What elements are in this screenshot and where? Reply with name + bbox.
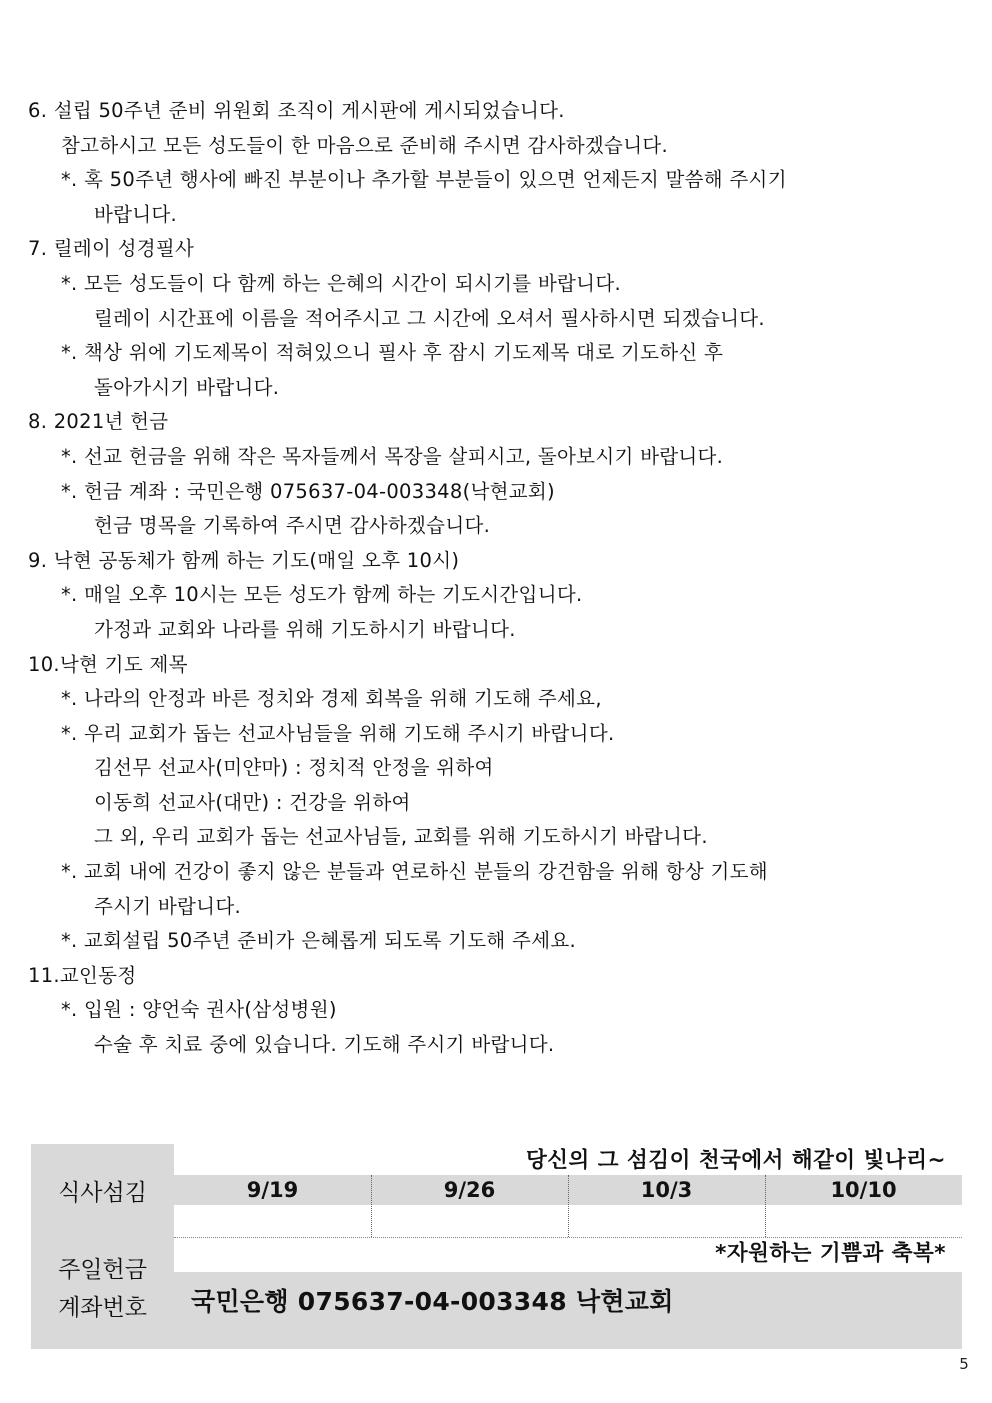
server-cell <box>174 1205 371 1237</box>
column-divider <box>568 1175 569 1237</box>
notice-heading: 11.교인동정 <box>28 963 137 987</box>
date-cell: 9/26 <box>443 1178 496 1202</box>
notice-line: 그 외, 우리 교회가 돕는 선교사님들, 교회를 위해 기도하시기 바랍니다. <box>94 825 708 849</box>
service-motto: 당신의 그 섬김이 천국에서 해같이 빛나리~ <box>174 1144 962 1175</box>
page-number: 5 <box>959 1355 969 1373</box>
meal-service-label: 식사섬김 <box>31 1144 174 1237</box>
notice-heading: 6. 설립 50주년 준비 위원회 조직이 게시판에 게시되었습니다. <box>28 99 565 122</box>
date-cell: 9/19 <box>246 1178 299 1202</box>
notice-heading: 8. 2021년 헌금 <box>28 410 169 434</box>
notice-line: *. 교회 내에 건강이 좋지 않은 분들과 연로하신 분들의 강건함을 위해 항상 기도해 <box>61 860 768 884</box>
notice-heading: 9. 낙현 공동체가 함께 하는 기도(매일 오후 10시) <box>28 548 460 572</box>
server-cell <box>568 1205 765 1237</box>
notice-line: *. 혹 50주년 행사에 빠진 부분이나 추가할 부분들이 있으면 언제든지 말씀해 주시기 <box>61 168 787 192</box>
date-cell: 10/3 <box>640 1178 693 1202</box>
notice-line: 김선무 선교사(미얀마) : 정치적 안정을 위하여 <box>94 756 494 780</box>
server-cell <box>765 1205 962 1237</box>
notice-line: 주시기 바랍니다. <box>94 894 241 918</box>
offering-account: 국민은행 075637-04-003348 낙현교회 <box>174 1272 962 1349</box>
notice-heading: 10.낙현 기도 제목 <box>28 652 188 676</box>
notice-line: *. 입원 : 양언숙 권사(삼성병원) <box>61 998 337 1022</box>
notice-line: *. 책상 위에 기도제목이 적혀있으니 필사 후 잠시 기도제목 대로 기도하신 후 <box>61 341 724 365</box>
notice-line: 릴레이 시간표에 이름을 적어주시고 그 시간에 오셔서 필사하시면 되겠습니다. <box>94 306 765 330</box>
notice-line: *. 선교 헌금을 위해 작은 목자들께서 목장을 살피시고, 돌아보시기 바랍니다. <box>61 444 724 468</box>
notice-line: *. 모든 성도들이 다 함께 하는 은혜의 시간이 되시기를 바랍니다. <box>61 271 621 295</box>
notice-line: 수술 후 치료 중에 있습니다. 기도해 주시기 바랍니다. <box>94 1033 555 1057</box>
notice-line: *. 헌금 계좌 : 국민은행 075637-04-003348(낙현교회) <box>61 479 555 503</box>
notice-line: *. 매일 오후 10시는 모든 성도가 함께 하는 기도시간입니다. <box>61 583 583 607</box>
notice-list <box>28 94 968 1063</box>
account-label: 계좌번호 <box>58 1294 147 1321</box>
notice-line: 참고하시고 모든 성도들이 한 마음으로 준비해 주시면 감사하겠습니다. <box>61 133 668 157</box>
server-cell <box>371 1205 568 1237</box>
notice-heading: 7. 릴레이 성경필사 <box>28 237 195 261</box>
column-divider <box>765 1175 766 1237</box>
notice-line: 가정과 교회와 나라를 위해 기도하시기 바랍니다. <box>94 617 516 641</box>
date-cell: 10/10 <box>830 1178 897 1202</box>
offering-label-cell <box>31 1237 174 1349</box>
column-divider <box>371 1175 372 1237</box>
notice-line: *. 우리 교회가 돕는 선교사님들을 위해 기도해 주시기 바랍니다. <box>61 721 615 745</box>
notice-line: 헌금 명목을 기록하여 주시면 감사하겠습니다. <box>94 514 491 538</box>
offering-motto: *자원하는 기쁨과 축복* <box>174 1237 962 1272</box>
notice-line: 이동희 선교사(대만) : 건강을 위하여 <box>94 790 411 814</box>
notice-line: *. 교회설립 50주년 준비가 은혜롭게 되도록 기도해 주세요. <box>61 929 576 953</box>
notice-line: *. 나라의 안정과 바른 정치와 경제 회복을 위해 기도해 주세요, <box>61 687 602 711</box>
offering-label: 주일헌금 <box>58 1256 147 1283</box>
notice-line: 바랍니다. <box>94 202 178 226</box>
notice-line: 돌아가시기 바랍니다. <box>94 375 280 399</box>
service-table <box>31 1144 962 1349</box>
